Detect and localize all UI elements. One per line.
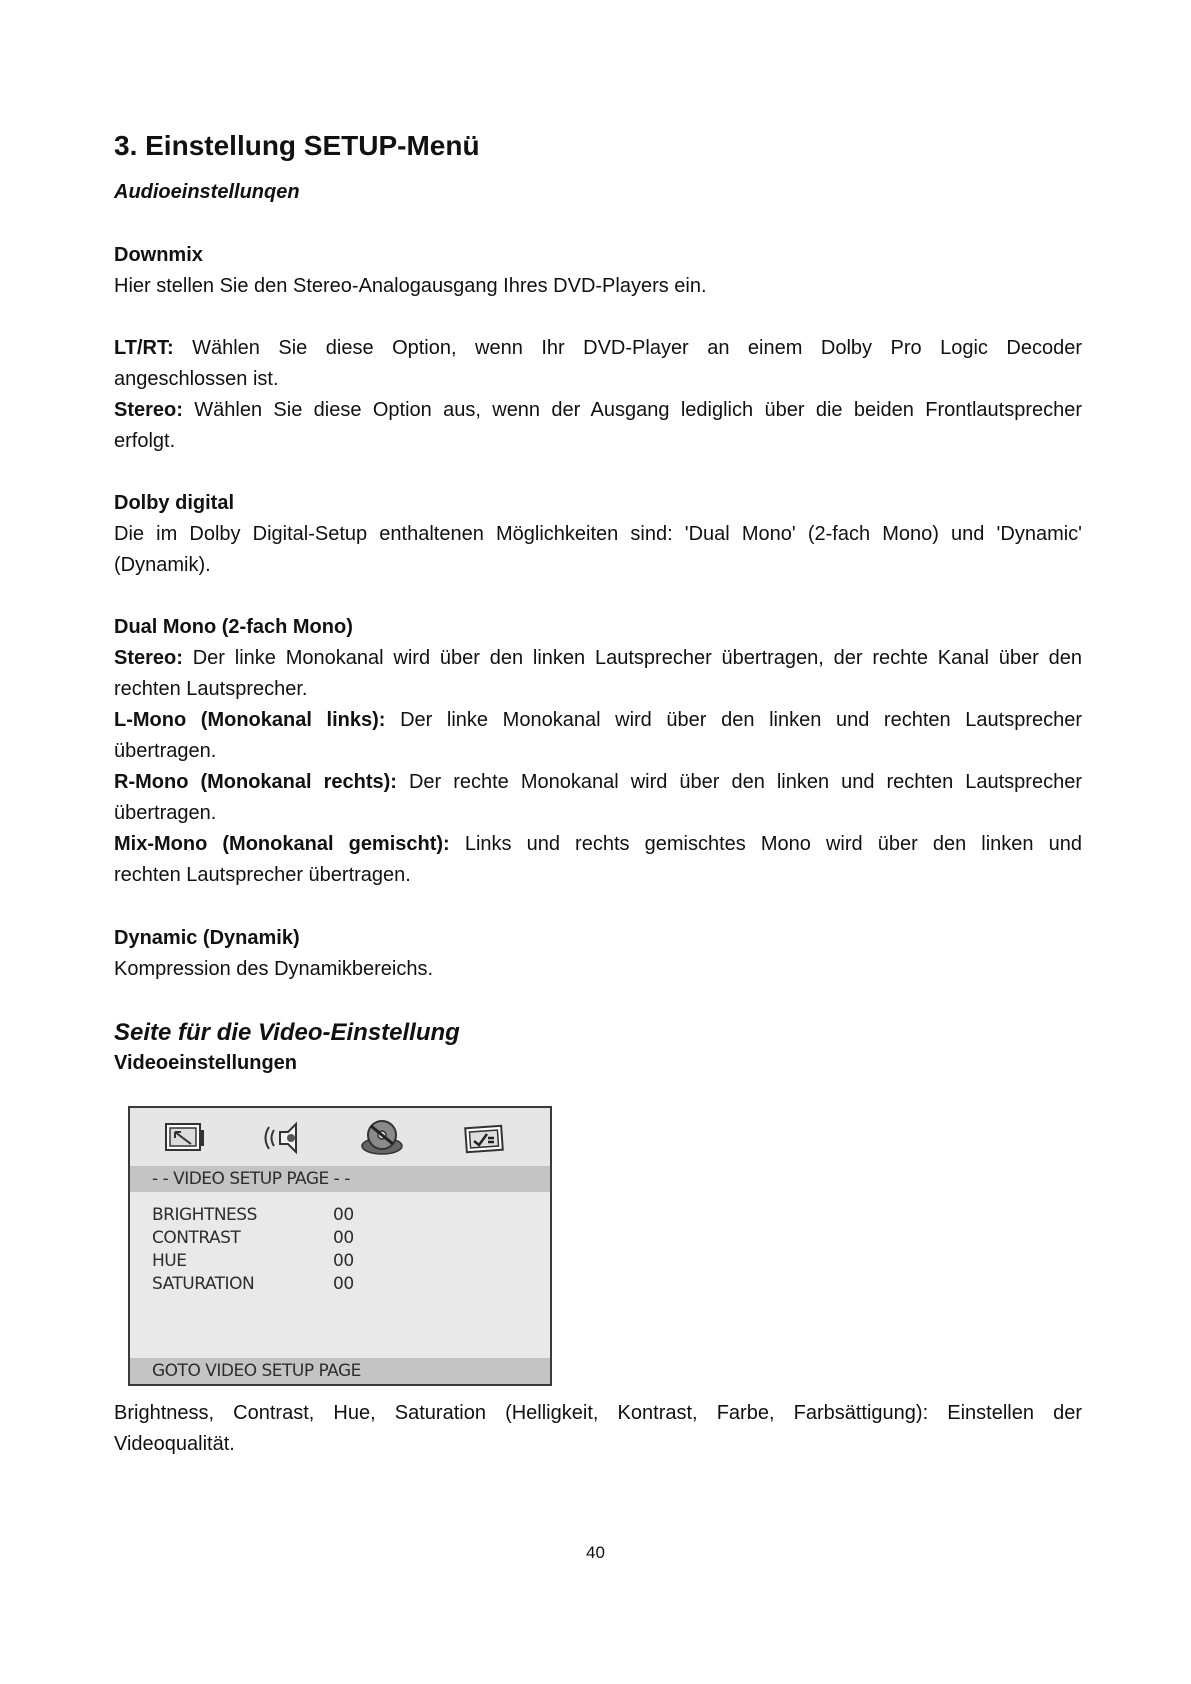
downmix-title: Downmix — [114, 244, 203, 266]
rmono-text: Der rechte Monokanal wird über den linken und rechten Lautsprecher — [408, 771, 1082, 793]
osd-row-contrast[interactable] — [152, 1227, 354, 1250]
audio-speaker-icon — [260, 1118, 308, 1158]
lmono-line-1 — [114, 705, 1082, 736]
video-setup-icon — [460, 1118, 508, 1158]
ltrt-text: Wählen Sie diese Option, wenn Ihr DVD-Player an einem Dolby Pro Logic Decoder — [192, 337, 1082, 359]
osd-row-value: 00 — [333, 1251, 354, 1271]
osd-row-label: SATURATION — [152, 1274, 255, 1294]
dolby-text-2: (Dynamik). — [114, 554, 211, 576]
video-setup-osd-screenshot — [128, 1106, 552, 1386]
osd-row-brightness[interactable] — [152, 1204, 354, 1227]
osd-row-label: CONTRAST — [152, 1228, 241, 1248]
dynamic-text: Kompression des Dynamikbereichs. — [114, 958, 434, 980]
mixmono-text: Links und rechts gemischtes Mono wird über den linken und — [464, 833, 1083, 855]
osd-page-title: - - VIDEO SETUP PAGE - - — [152, 1169, 350, 1189]
dolby-disc-icon — [358, 1118, 406, 1158]
general-setup-icon — [160, 1118, 208, 1158]
ltrt-line-1 — [114, 333, 1082, 364]
downmix-stereo-label: Stereo: — [114, 399, 183, 421]
mixmono-line-2: rechten Lautsprecher übertragen. — [114, 864, 411, 886]
ltrt-line-2: angeschlossen ist. — [114, 368, 279, 390]
video-settings-title: Videoeinstellungen — [114, 1052, 297, 1074]
osd-row-saturation[interactable] — [152, 1273, 354, 1296]
audio-section-title: Audioeinstellunqen — [114, 181, 300, 203]
downmix-stereo-line-2: erfolgt. — [114, 430, 176, 452]
rmono-line-1 — [114, 767, 1082, 798]
page-title: 3. Einstellung SETUP-Menü — [114, 130, 480, 161]
downmix-stereo-text: Wählen Sie diese Option aus, wenn der Ausgang lediglich über die beiden Frontlautsprecher — [194, 399, 1083, 421]
rmono-line-2: übertragen. — [114, 802, 217, 824]
video-desc-line-1: Brightness, Contrast, Hue, Saturation (Helligkeit, Kontrast, Farbe, Farbsättigung): Einstellen der — [114, 1402, 1082, 1424]
lmono-text: Der linke Monokanal wird über den linken und rechten Lautsprecher — [400, 709, 1083, 731]
dual-stereo-line-1 — [114, 643, 1082, 674]
lmono-line-2: übertragen. — [114, 740, 217, 762]
ltrt-label: LT/RT: — [114, 337, 174, 359]
osd-row-value: 00 — [333, 1274, 354, 1294]
osd-row-value: 00 — [333, 1228, 354, 1248]
osd-row-label: BRIGHTNESS — [152, 1205, 257, 1225]
video-desc-line-2: Videoqualität. — [114, 1433, 235, 1455]
osd-row-label: HUE — [152, 1251, 187, 1271]
osd-footer-bar — [130, 1358, 550, 1384]
downmix-stereo-line-1 — [114, 395, 1082, 426]
osd-row-value: 00 — [333, 1205, 354, 1225]
lmono-label: L-Mono (Monokanal links): — [114, 709, 386, 731]
osd-footer-text: GOTO VIDEO SETUP PAGE — [152, 1361, 361, 1381]
mixmono-label: Mix-Mono (Monokanal gemischt): — [114, 833, 450, 855]
dynamic-title: Dynamic (Dynamik) — [114, 927, 300, 949]
dual-mono-title: Dual Mono (2-fach Mono) — [114, 616, 353, 638]
downmix-text: Hier stellen Sie den Stereo-Analogausgang Ihres DVD-Players ein. — [114, 275, 707, 297]
dual-stereo-line-2: rechten Lautsprecher. — [114, 678, 308, 700]
rmono-label: R-Mono (Monokanal rechts): — [114, 771, 397, 793]
dolby-title: Dolby digital — [114, 492, 234, 514]
dual-stereo-label: Stereo: — [114, 647, 183, 669]
mixmono-line-1 — [114, 829, 1082, 860]
video-page-title: Seite für die Video-Einstellung — [114, 1019, 460, 1046]
dual-stereo-text: Der linke Monokanal wird über den linken Lautsprecher übertragen, der rechte Kanal über den — [192, 647, 1082, 669]
page-number: 40 — [586, 1543, 605, 1562]
osd-icon-bar — [130, 1108, 550, 1168]
osd-page-bar — [130, 1166, 550, 1192]
dolby-text-1: Die im Dolby Digital-Setup enthaltenen Möglichkeiten sind: 'Dual Mono' (2-fach Mono) und 'Dynamic' — [114, 523, 1082, 545]
osd-row-hue[interactable] — [152, 1250, 354, 1273]
